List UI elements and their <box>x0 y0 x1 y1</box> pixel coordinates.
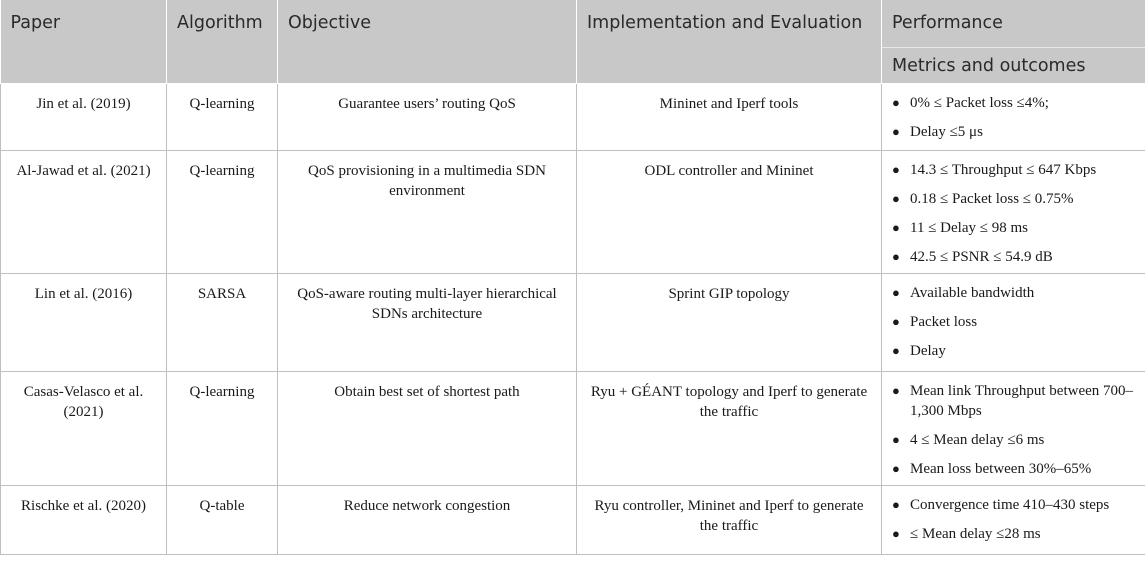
table-row <box>1 84 1145 151</box>
metric-text: Delay ≤5 μs <box>910 124 983 140</box>
bullet-icon: ● <box>892 95 900 110</box>
bullet-icon: ● <box>892 526 900 541</box>
metrics-list <box>892 160 1139 267</box>
cell-implementation: Ryu + GÉANT topology and Iperf to generate the traffic <box>577 372 882 486</box>
metric-item <box>892 189 1139 209</box>
cell-objective: QoS-aware routing multi-layer hierarchical SDNs architecture <box>278 274 577 372</box>
cell-objective: Guarantee users’ routing QoS <box>278 84 577 151</box>
header-paper: Paper <box>1 0 167 84</box>
metric-text: Convergence time 410–430 steps <box>910 497 1110 513</box>
metric-item <box>892 247 1139 267</box>
table-row <box>1 486 1145 555</box>
cell-implementation: ODL controller and Mininet <box>577 151 882 274</box>
bullet-icon: ● <box>892 124 900 139</box>
cell-algorithm: Q-table <box>167 486 278 555</box>
metric-text: Mean link Throughput between 700–1,300 Mbps <box>910 383 1134 419</box>
cell-implementation: Sprint GIP topology <box>577 274 882 372</box>
metric-item <box>892 218 1139 238</box>
metrics-list <box>892 283 1139 361</box>
metric-item <box>892 381 1139 421</box>
header-metrics: Metrics and outcomes <box>882 48 1145 84</box>
metrics-list <box>892 495 1139 544</box>
header-performance: Performance <box>882 0 1145 48</box>
cell-metrics <box>882 274 1145 372</box>
bullet-icon: ● <box>892 314 900 329</box>
metric-text: Available bandwidth <box>910 285 1035 301</box>
metric-text: 14.3 ≤ Throughput ≤ 647 Kbps <box>910 162 1097 178</box>
bullet-icon: ● <box>892 249 900 264</box>
bullet-icon: ● <box>892 497 900 512</box>
table-row <box>1 372 1145 486</box>
cell-paper: Jin et al. (2019) <box>1 84 167 151</box>
bullet-icon: ● <box>892 191 900 206</box>
cell-objective: Obtain best set of shortest path <box>278 372 577 486</box>
metric-item <box>892 524 1139 544</box>
table-header <box>1 0 1145 84</box>
metric-item <box>892 312 1139 332</box>
header-algorithm: Algorithm <box>167 0 278 84</box>
metric-text: Mean loss between 30%–65% <box>910 461 1092 477</box>
table-row <box>1 274 1145 372</box>
bullet-icon: ● <box>892 461 900 476</box>
metric-text: Delay <box>910 343 946 359</box>
metric-item <box>892 341 1139 361</box>
cell-algorithm: SARSA <box>167 274 278 372</box>
metric-item <box>892 459 1139 479</box>
cell-objective: Reduce network congestion <box>278 486 577 555</box>
cell-implementation: Mininet and Iperf tools <box>577 84 882 151</box>
metric-text: 4 ≤ Mean delay ≤6 ms <box>910 432 1045 448</box>
metric-item <box>892 122 1139 142</box>
bullet-icon: ● <box>892 432 900 447</box>
metric-text: 11 ≤ Delay ≤ 98 ms <box>910 220 1028 236</box>
metric-item <box>892 495 1139 515</box>
metric-text: 0% ≤ Packet loss ≤4%; <box>910 95 1049 111</box>
cell-implementation: Ryu controller, Mininet and Iperf to generate the traffic <box>577 486 882 555</box>
bullet-icon: ● <box>892 162 900 177</box>
metric-item <box>892 160 1139 180</box>
cell-algorithm: Q-learning <box>167 151 278 274</box>
metrics-list <box>892 93 1139 142</box>
bullet-icon: ● <box>892 220 900 235</box>
cell-paper: Al-Jawad et al. (2021) <box>1 151 167 274</box>
cell-metrics <box>882 486 1145 555</box>
metric-item <box>892 430 1139 450</box>
bullet-icon: ● <box>892 383 900 398</box>
cell-metrics <box>882 84 1145 151</box>
metric-text: 0.18 ≤ Packet loss ≤ 0.75% <box>910 191 1074 207</box>
bullet-icon: ● <box>892 343 900 358</box>
metric-text: ≤ Mean delay ≤28 ms <box>910 526 1041 542</box>
metric-text: Packet loss <box>910 314 978 330</box>
metric-item <box>892 283 1139 303</box>
cell-paper: Lin et al. (2016) <box>1 274 167 372</box>
cell-paper: Casas-Velasco et al. (2021) <box>1 372 167 486</box>
cell-metrics <box>882 151 1145 274</box>
cell-algorithm: Q-learning <box>167 84 278 151</box>
metric-item <box>892 93 1139 113</box>
table-row <box>1 151 1145 274</box>
metric-text: 42.5 ≤ PSNR ≤ 54.9 dB <box>910 249 1053 265</box>
cell-paper: Rischke et al. (2020) <box>1 486 167 555</box>
header-objective: Objective <box>278 0 577 84</box>
cell-algorithm: Q-learning <box>167 372 278 486</box>
metrics-list <box>892 381 1139 479</box>
bullet-icon: ● <box>892 285 900 300</box>
cell-metrics <box>882 372 1145 486</box>
header-implementation: Implementation and Evaluation <box>577 0 882 84</box>
cell-objective: QoS provisioning in a multimedia SDN environment <box>278 151 577 274</box>
